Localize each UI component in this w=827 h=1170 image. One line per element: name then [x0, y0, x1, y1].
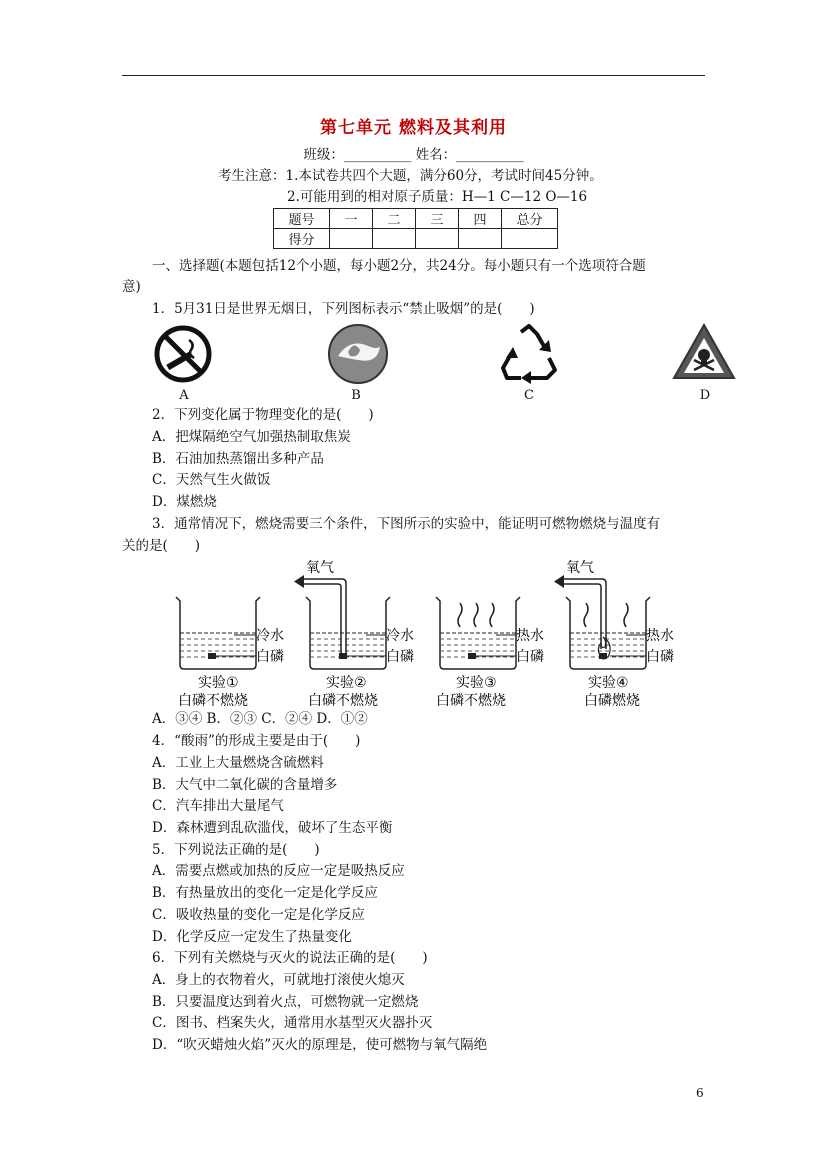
q4-option-d[interactable]: D．森林遭到乱砍滥伐，破坏了生态平衡 [152, 820, 393, 836]
q2-stem: 2．下列变化属于物理变化的是( ) [152, 407, 374, 423]
q3-stem: 3．通常情况下，燃烧需要三个条件，下图所示的实验中，能证明可燃物燃烧与温度有 [152, 516, 661, 532]
q4-option-c[interactable]: C．汽车排出大量尾气 [152, 798, 284, 814]
experiment-1-beaker [176, 597, 284, 709]
score-input-cell[interactable] [502, 229, 558, 249]
score-cell: 一 [330, 209, 373, 229]
q2-option-a[interactable]: A．把煤隔绝空气加强热制取焦炭 [152, 429, 351, 445]
experiment-2-oxygen-label: 氧气 [306, 560, 334, 576]
experiment-1-solid-label: 白磷 [256, 649, 284, 665]
q6-option-c[interactable]: C．图书、档案失火，通常用水基型灭火器扑灭 [152, 1015, 433, 1031]
page-number: 6 [696, 1086, 704, 1100]
q4-option-b[interactable]: B．大气中二氧化碳的含量增多 [152, 777, 338, 793]
q5-option-c[interactable]: C．吸收热量的变化一定是化学反应 [152, 907, 365, 923]
q4-option-a[interactable]: A．工业上大量燃烧含硫燃料 [152, 755, 324, 771]
q6-stem: 6．下列有关燃烧与灭火的说法正确的是( ) [152, 950, 428, 966]
score-cell: 得分 [274, 229, 330, 249]
score-table [273, 208, 558, 249]
q6-option-b[interactable]: B．只要温度达到着火点，可燃物就一定燃烧 [152, 994, 419, 1010]
q5-option-b[interactable]: B．有热量放出的变化一定是化学反应 [152, 885, 378, 901]
score-cell: 题号 [274, 209, 330, 229]
q1-option-c-label: C [524, 388, 534, 403]
experiment-3-solid-label: 白磷 [516, 649, 544, 665]
score-table-score-row [274, 229, 558, 249]
experiment-3-water-label: 热水 [516, 628, 544, 644]
experiment-4-solid-label: 白磷 [646, 649, 674, 665]
exam-note-1: 考生注意：1.本试卷共四个大题，满分60分，考试时间45分钟。 [218, 168, 603, 184]
score-input-cell[interactable] [459, 229, 502, 249]
page-title: 第七单元 燃料及其利用 [320, 118, 507, 138]
q2-option-c[interactable]: C．天然气生火做饭 [152, 472, 271, 488]
q2-option-d[interactable]: D．煤燃烧 [152, 494, 217, 510]
header-rule [122, 75, 705, 76]
water-saving-icon[interactable] [326, 322, 390, 386]
experiment-2-name: 实验② [326, 675, 367, 691]
q5-stem: 5．下列说法正确的是( ) [152, 842, 320, 858]
q5-option-d[interactable]: D．化学反应一定发生了热量变化 [152, 929, 352, 945]
experiment-4-beaker [554, 560, 674, 709]
experiment-3-beaker [436, 597, 544, 709]
q1-option-b-label: B [351, 388, 361, 403]
q1-option-d-label: D [699, 388, 711, 403]
recycle-icon[interactable] [497, 322, 561, 384]
q3-stem-cont: 关的是( ) [122, 538, 201, 554]
q1-option-a-label: A [179, 388, 189, 403]
score-cell: 二 [373, 209, 416, 229]
section1-heading: 一、选择题(本题包括12个小题，每小题2分，共24分。每小题只有一个选项符合题 [152, 258, 646, 274]
class-name-line: 班级：__________ 姓名：__________ [303, 147, 524, 163]
experiment-3-name: 实验③ [456, 675, 497, 691]
experiment-4-name: 实验④ [588, 675, 629, 691]
experiment-3-result: 白磷不燃烧 [436, 693, 506, 709]
q2-option-b[interactable]: B．石油加热蒸馏出多种产品 [152, 451, 324, 467]
q6-option-a[interactable]: A．身上的衣物着火，可就地打滚使火熄灭 [152, 972, 405, 988]
experiment-2-result: 白磷不燃烧 [308, 693, 378, 709]
experiment-1-result: 白磷不燃烧 [178, 693, 248, 709]
toxic-icon[interactable] [672, 322, 736, 380]
score-cell: 四 [459, 209, 502, 229]
score-input-cell[interactable] [416, 229, 459, 249]
score-input-cell[interactable] [373, 229, 416, 249]
score-cell: 总分 [502, 209, 558, 229]
q5-option-a[interactable]: A．需要点燃或加热的反应一定是吸热反应 [152, 863, 405, 879]
experiment-1-name: 实验① [198, 675, 239, 691]
score-input-cell[interactable] [330, 229, 373, 249]
q1-stem: 1．5月31日是世界无烟日，下列图标表示“禁止吸烟”的是( ) [152, 301, 535, 317]
experiment-4-result: 白磷燃烧 [584, 693, 640, 709]
score-table-header-row [274, 209, 558, 229]
exam-note-2: 2.可能用到的相对原子质量：H—1 C—12 O—16 [287, 189, 588, 205]
experiment-1-water-label: 冷水 [256, 628, 284, 644]
q3-options[interactable]: A．③④ B．②③ C．②④ D．①② [152, 711, 368, 727]
score-cell: 三 [416, 209, 459, 229]
experiment-4-water-label: 热水 [646, 628, 674, 644]
experiment-4-oxygen-label: 氧气 [566, 560, 594, 576]
no-smoking-icon[interactable] [152, 325, 216, 383]
q4-stem: 4．“酸雨”的形成主要是由于( ) [152, 733, 361, 749]
experiment-2-solid-label: 白磷 [386, 649, 414, 665]
section1-heading-cont: 意) [122, 279, 141, 295]
experiment-2-beaker [294, 560, 414, 709]
experiment-2-water-label: 冷水 [386, 628, 414, 644]
combustion-experiments-figure [170, 555, 690, 710]
q6-option-d[interactable]: D．“吹灭蜡烛火焰”灭火的原理是，使可燃物与氧气隔绝 [152, 1037, 488, 1053]
